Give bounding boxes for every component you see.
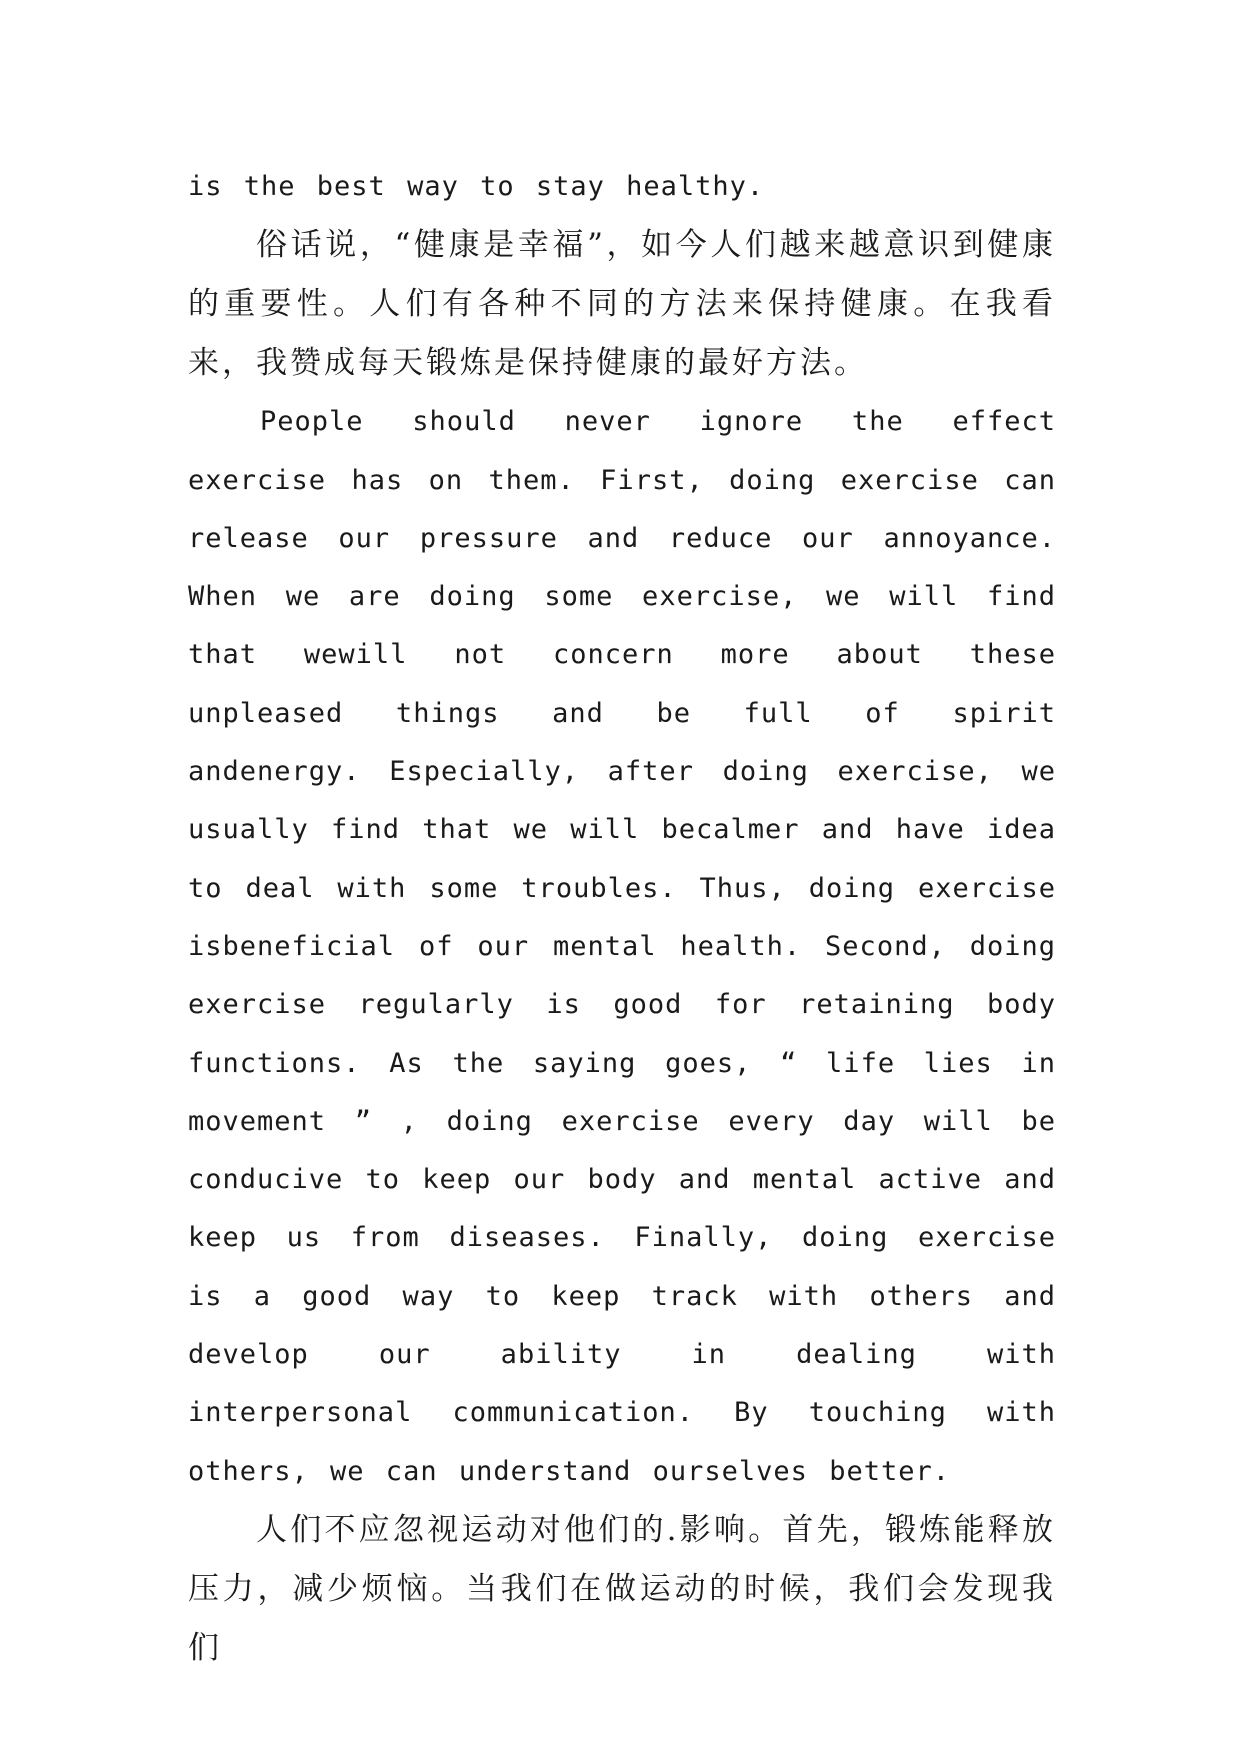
paragraph-english-body: People should never ignore the effect exercise has on them. First, doing exercise can release our pressure and reduce our annoyance. When we are doing some exercise, we will find that wewill not concern more about these unpleased things and be full of spirit andenergy. Especially, after doing exercise, we usually find that we will becalmer and have idea to deal with some troubles. Thus, doing exercise isbeneficial of our mental health. Second, doing exercise regularly is good for retaining body functions. As the saying goes, “ life lies in movement ” , doing exercise every day will be conducive to keep our body and mental active and keep us from diseases. Finally, doing exercise is a good way to keep track with others and develop our ability in dealing with interpersonal communication. By touching with others, we can understand ourselves better. (188, 406, 1056, 1487)
paragraph-chinese-body: 人们不应忽视运动对他们的.影响。首先，锻炼能释放压力，减少烦恼。当我们在做运动的时候，我们会发现我们 (188, 1511, 1056, 1666)
paragraph-chinese-intro: 俗话说，“健康是幸福”，如今人们越来越意识到健康的重要性。人们有各种不同的方法来保持健康。在我看来，我赞成每天锻炼是保持健康的最好方法。 (188, 227, 1056, 382)
document-body (188, 158, 1056, 1678)
paragraph-english-continuation: is the best way to stay healthy. (188, 171, 765, 202)
